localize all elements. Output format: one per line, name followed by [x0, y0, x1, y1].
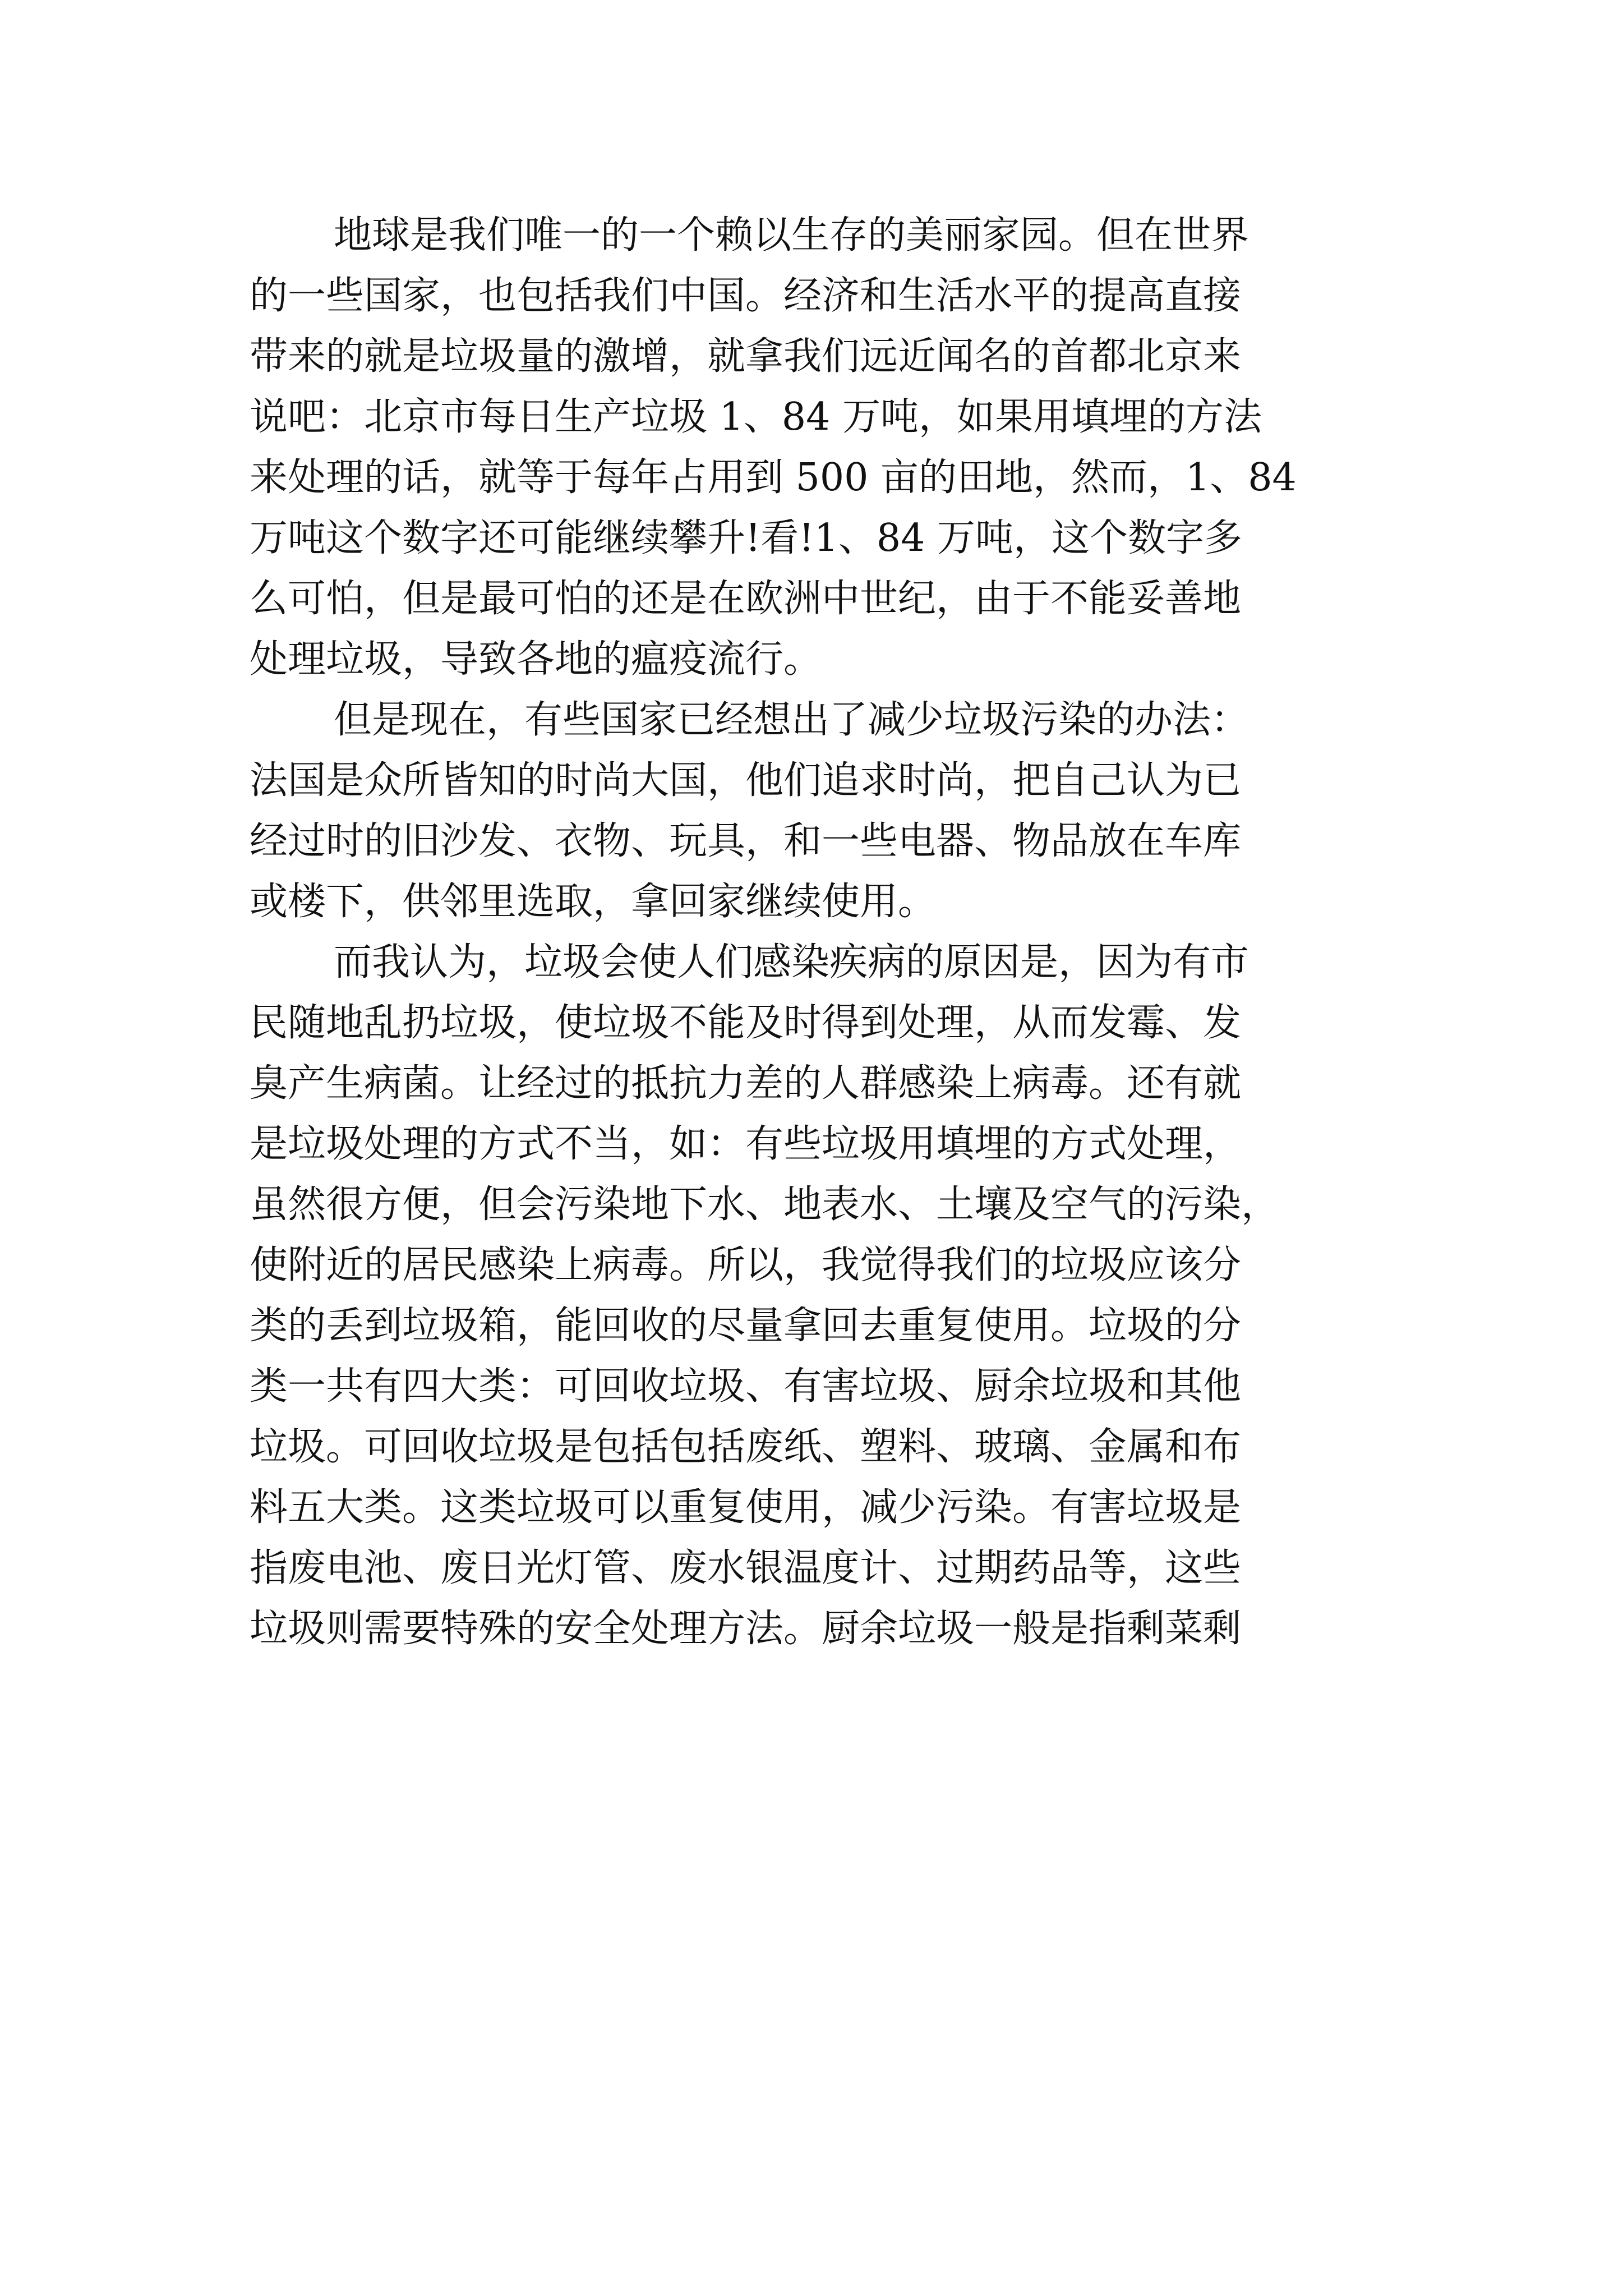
text-line: 料五大类。这类垃圾可以重复使用，减少污染。有害垃圾是 — [250, 1485, 1242, 1530]
text-line: 而我认为，垃圾会使人们感染疾病的原因是，因为有市 — [334, 940, 1249, 984]
text-line: 万吨这个数字还可能继续攀升!看!1、84 万吨，这个数字多 — [250, 516, 1243, 560]
text-line: 指废电池、废日光灯管、废水银温度计、过期药品等，这些 — [250, 1546, 1242, 1590]
text-line: 垃圾。可回收垃圾是包括包括废纸、塑料、玻璃、金属和布 — [250, 1425, 1242, 1469]
text-line: 说吧：北京市每日生产垃圾 1、84 万吨，如果用填埋的方法 — [250, 395, 1262, 439]
text-line: 类的丢到垃圾箱，能回收的尽量拿回去重复使用。垃圾的分 — [250, 1304, 1242, 1348]
text-line: 民随地乱扔垃圾，使垃圾不能及时得到处理，从而发霉、发 — [250, 1001, 1242, 1045]
text-line: 来处理的话，就等于每年占用到 500 亩的田地，然而，1、84 — [250, 455, 1297, 500]
text-line: 是垃圾处理的方式不当，如：有些垃圾用填埋的方式处理， — [250, 1122, 1242, 1166]
text-line: 处理垃圾，导致各地的瘟疫流行。 — [250, 637, 822, 682]
text-line: 类一共有四大类：可回收垃圾、有害垃圾、厨余垃圾和其他 — [250, 1364, 1242, 1409]
text-line: 法国是众所皆知的时尚大国，他们追求时尚，把自己认为已 — [250, 758, 1242, 803]
paragraph-1 — [250, 205, 1394, 690]
text-line: 垃圾则需要特殊的安全处理方法。厨余垃圾一般是指剩菜剩 — [250, 1607, 1242, 1651]
document-body — [250, 205, 1394, 1659]
text-line: 带来的就是垃圾量的激增，就拿我们远近闻名的首都北京来 — [250, 334, 1242, 379]
text-line: 或楼下，供邻里选取，拿回家继续使用。 — [250, 880, 937, 924]
paragraph-3 — [250, 932, 1394, 1659]
text-line: 使附近的居民感染上病毒。所以，我觉得我们的垃圾应该分 — [250, 1243, 1242, 1287]
text-line: 么可怕，但是最可怕的还是在欧洲中世纪，由于不能妥善地 — [250, 577, 1242, 621]
text-line: 但是现在，有些国家已经想出了减少垃圾污染的办法： — [334, 698, 1249, 742]
text-line: 虽然很方便，但会污染地下水、地表水、土壤及空气的污染， — [250, 1182, 1280, 1227]
text-line: 地球是我们唯一的一个赖以生存的美丽家园。但在世界 — [334, 213, 1249, 257]
text-line: 臭产生病菌。让经过的抵抗力差的人群感染上病毒。还有就 — [250, 1061, 1242, 1106]
text-line: 经过时的旧沙发、衣物、玩具，和一些电器、物品放在车库 — [250, 819, 1242, 863]
text-line: 的一些国家，也包括我们中国。经济和生活水平的提高直接 — [250, 274, 1242, 318]
paragraph-2 — [250, 690, 1394, 932]
